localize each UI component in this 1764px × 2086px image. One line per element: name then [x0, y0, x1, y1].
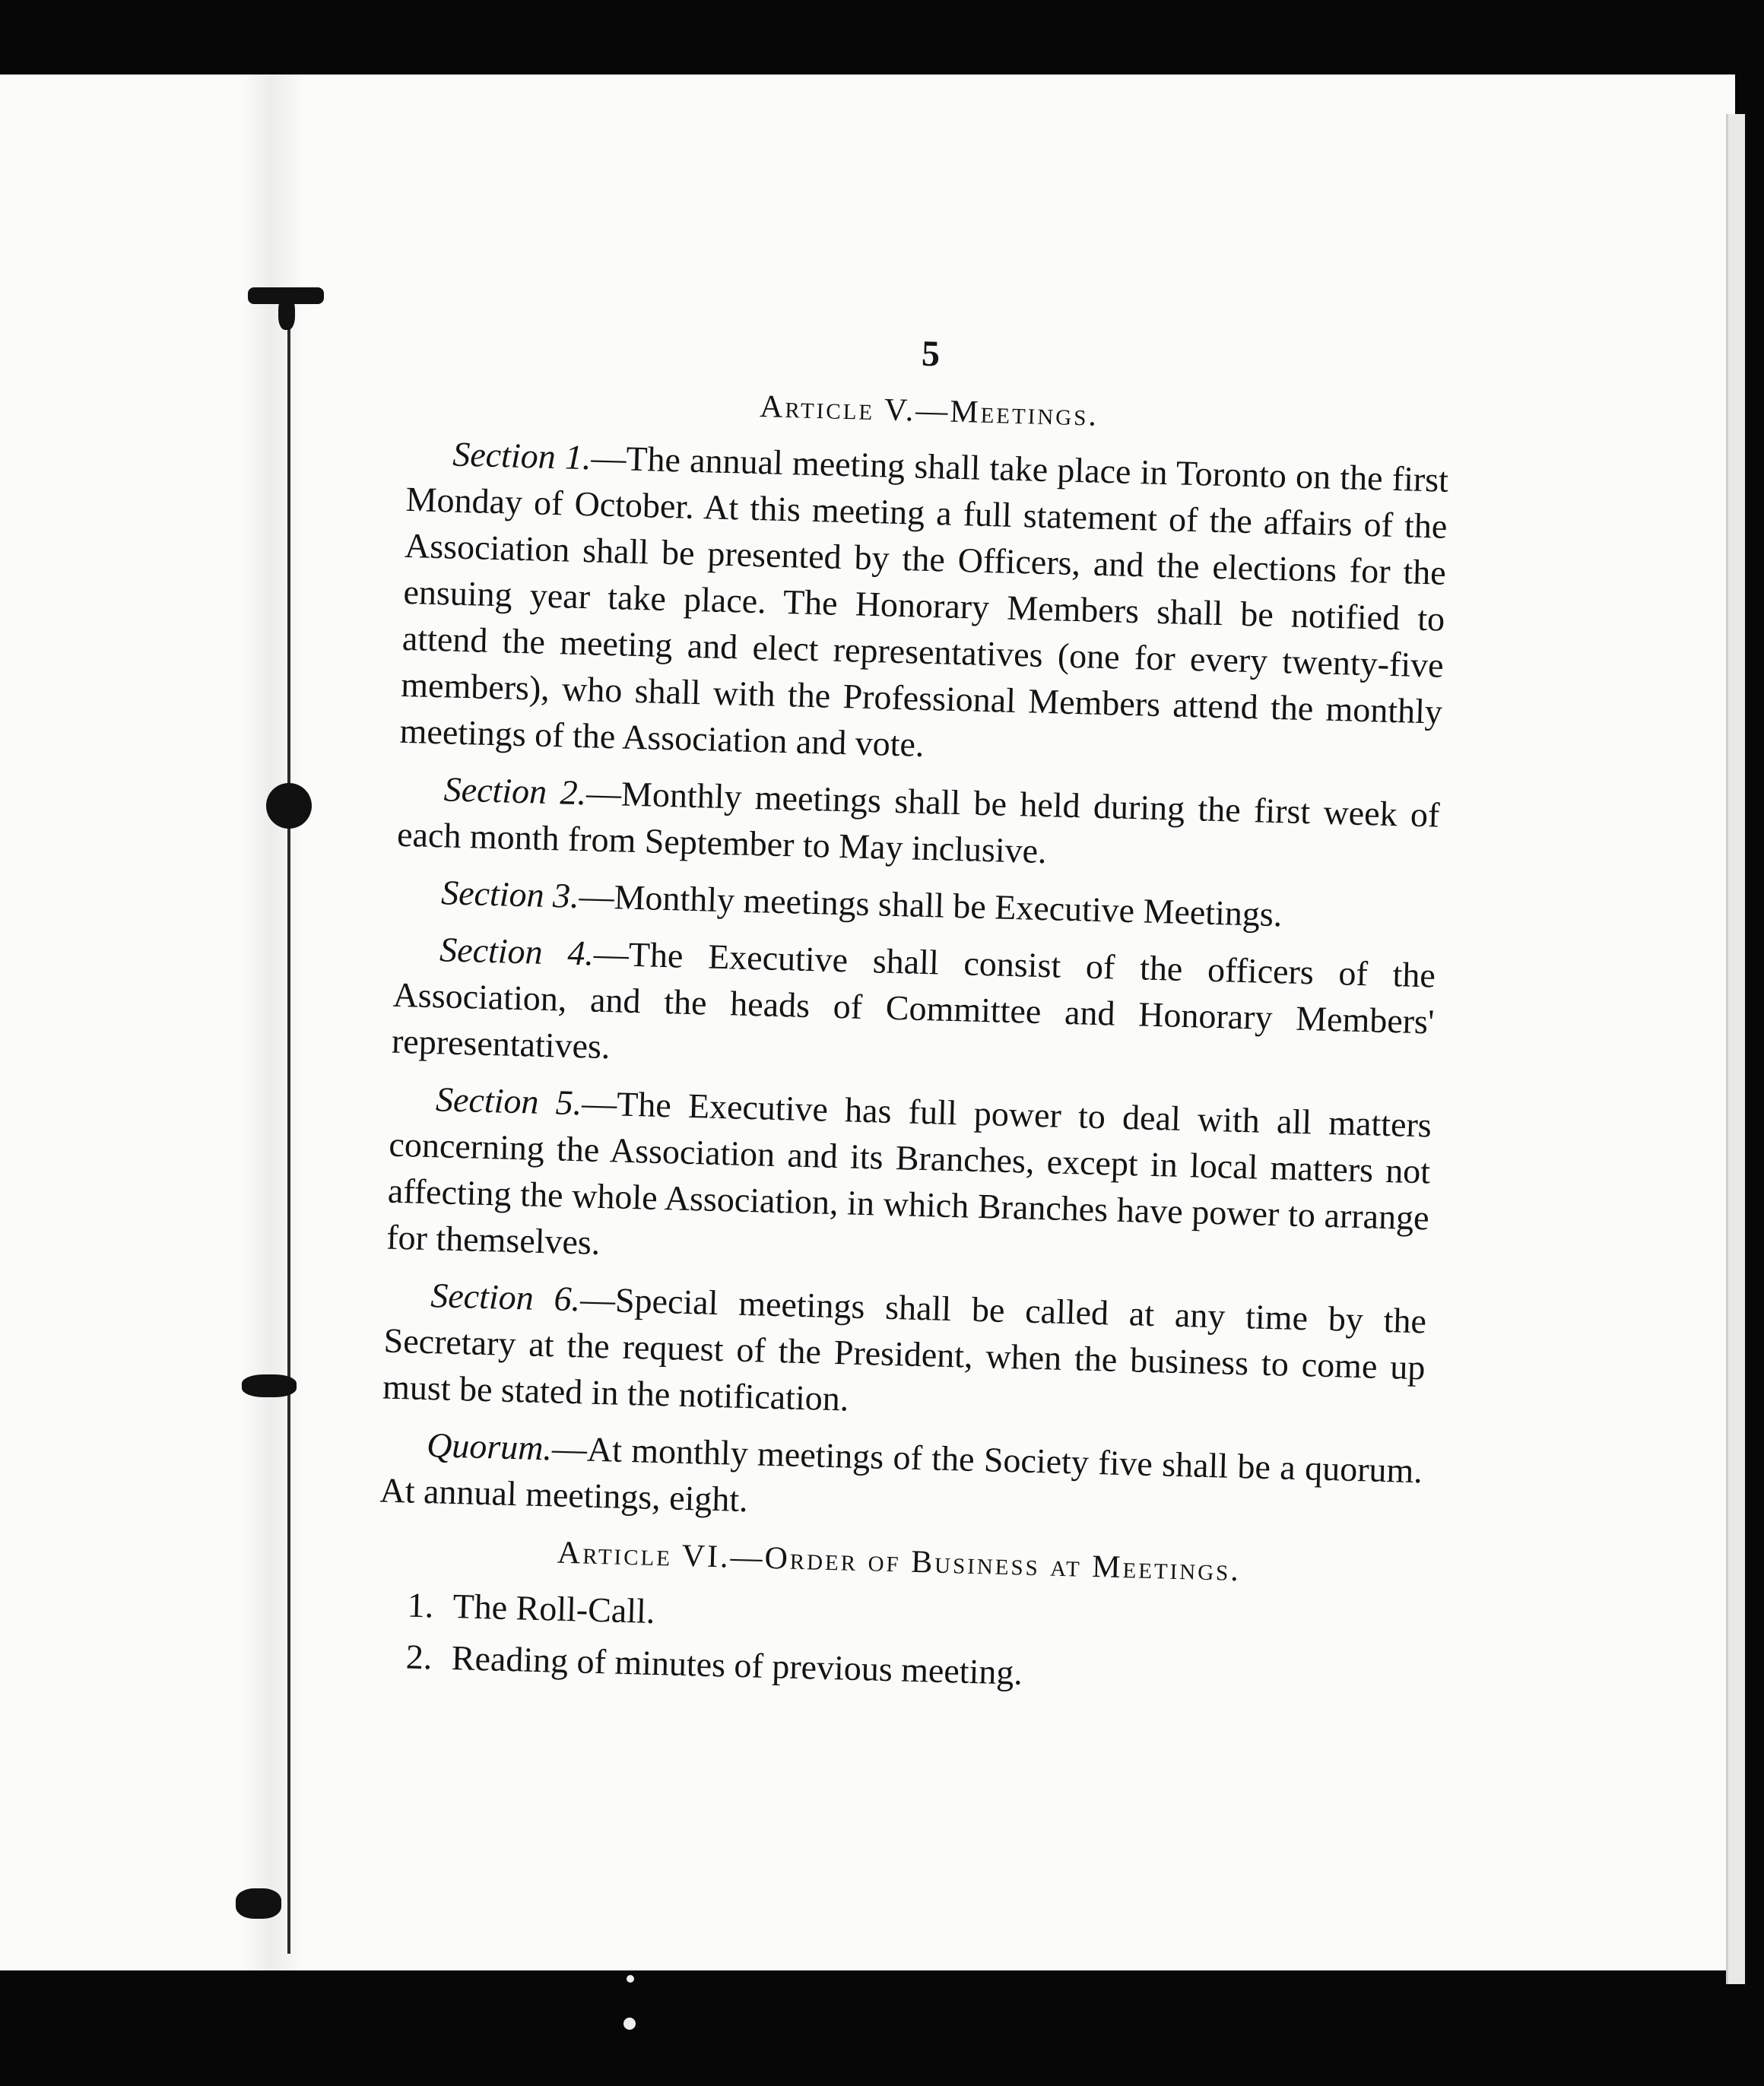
section-1: [399, 430, 1449, 781]
section-text: —Monthly meetings shall be held during the first week of each month from September to May inclusive.: [396, 773, 1441, 871]
stitch-knot-upper: [266, 783, 312, 829]
section-lead: Section 3.: [440, 873, 580, 916]
binding-fold: [243, 74, 304, 1970]
section-text: —The Executive shall consist of the officers of the Association, and the heads of Committee and Honorary Members' representatives.: [391, 934, 1436, 1067]
stitch-knot-top-stem: [278, 296, 295, 330]
section-4: [391, 925, 1436, 1092]
stitch-knot-bottom: [236, 1888, 281, 1919]
section-text: —The annual meeting shall take place in Toronto on the first Monday of October. At this meeting a full statement of the affairs of the Association shall be presented by the Officers, and the elections for the ensuing year take place. The Honorary Members shall be notified to attend the meeting and elect representatives (one for every twenty-five members), who shall with the Professional Members attend the monthly meetings of the Association and vote.: [399, 438, 1449, 764]
section-lead: Quorum.: [426, 1425, 553, 1468]
page-edge: [1726, 114, 1745, 1984]
section-6: [382, 1271, 1426, 1438]
quorum: [379, 1421, 1423, 1541]
scan-speck: [627, 1975, 634, 1983]
section-lead: Section 1.: [452, 434, 592, 477]
list-text: Reading of minutes of previous meeting.: [451, 1638, 1023, 1692]
section-text: —At monthly meetings of the Society five shall be a quorum. At annual meetings, eight.: [379, 1428, 1423, 1520]
scan-speck: [623, 2018, 636, 2030]
section-2: [396, 765, 1440, 885]
section-text: —Special meetings shall be called at any time by the Secretary at the request of the President, when the business to come up must be stated in the notification.: [382, 1279, 1427, 1419]
page-number: 5: [921, 333, 941, 375]
right-page-text: [375, 319, 1452, 1710]
stitch-knot-lower: [242, 1374, 297, 1397]
section-5: [386, 1075, 1432, 1288]
article-6-heading: Article VI.—Order of Business at Meetings.: [557, 1535, 1242, 1589]
list-number: 2.: [405, 1637, 433, 1677]
section-lead: Section 2.: [443, 769, 587, 813]
list-number: 1.: [407, 1585, 434, 1625]
section-text: —The Executive has full power to deal with all matters concerning the Association and its Branches, except in local matters not affecting the whole Association, in which Branches have power to arrange for themselves.: [385, 1083, 1432, 1262]
section-text: —Monthly meetings shall be Executive Meetings.: [578, 877, 1283, 934]
list-text: The Roll-Call.: [452, 1587, 656, 1631]
binding-stitch: [287, 304, 290, 1954]
section-lead: Section 4.: [439, 930, 595, 973]
article-5-heading: Article V.—Meetings.: [759, 389, 1099, 433]
scan-specks: [623, 1961, 639, 2045]
section-lead: Section 6.: [430, 1276, 581, 1319]
section-lead: Section 5.: [435, 1079, 582, 1123]
